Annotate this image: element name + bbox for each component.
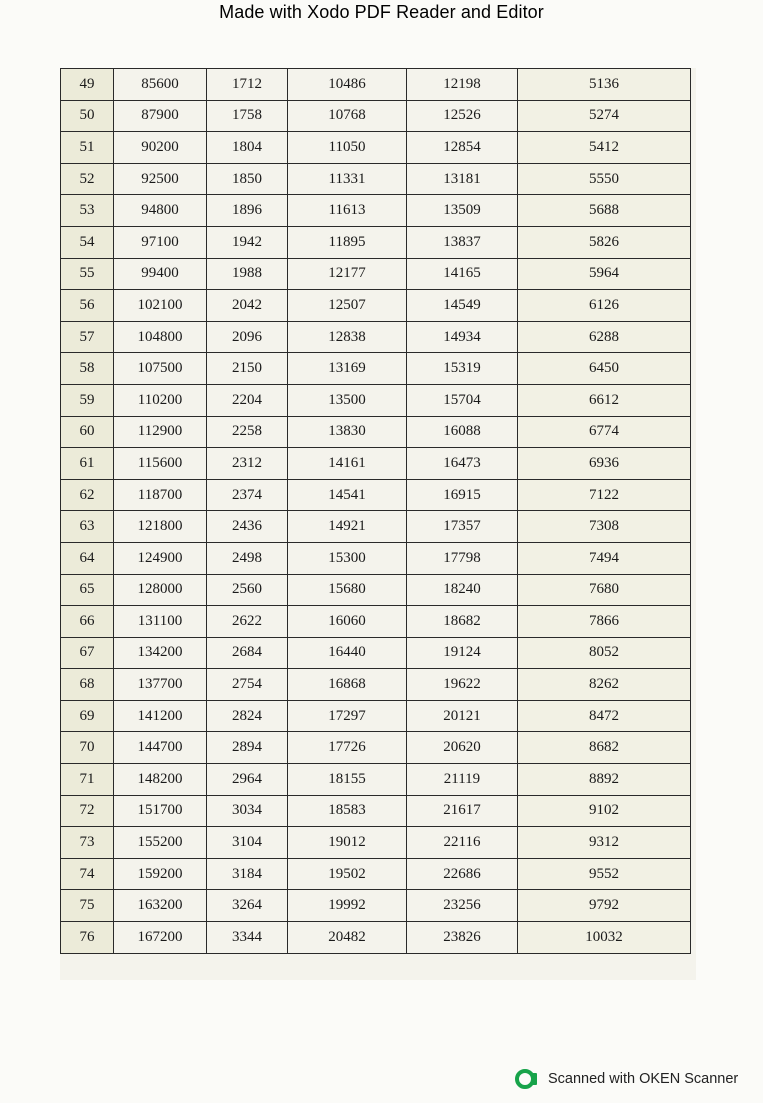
table-cell: 23826 bbox=[407, 922, 518, 954]
row-number-cell: 56 bbox=[61, 290, 114, 322]
table-cell: 18155 bbox=[288, 764, 407, 796]
table-cell: 12526 bbox=[407, 100, 518, 132]
table-row bbox=[61, 100, 691, 132]
table-cell: 8052 bbox=[518, 637, 691, 669]
table-cell: 15704 bbox=[407, 384, 518, 416]
table-row bbox=[61, 69, 691, 101]
row-number-cell: 66 bbox=[61, 606, 114, 638]
row-number-cell: 67 bbox=[61, 637, 114, 669]
row-number-cell: 75 bbox=[61, 890, 114, 922]
table-cell: 124900 bbox=[114, 542, 207, 574]
table-cell: 2312 bbox=[207, 448, 288, 480]
table-cell: 19502 bbox=[288, 858, 407, 890]
table-cell: 8472 bbox=[518, 700, 691, 732]
table-row bbox=[61, 163, 691, 195]
table-cell: 3264 bbox=[207, 890, 288, 922]
table-cell: 3104 bbox=[207, 827, 288, 859]
table-cell: 97100 bbox=[114, 226, 207, 258]
table-cell: 8262 bbox=[518, 669, 691, 701]
table-cell: 9552 bbox=[518, 858, 691, 890]
table-cell: 9102 bbox=[518, 795, 691, 827]
table-cell: 5964 bbox=[518, 258, 691, 290]
table-cell: 12507 bbox=[288, 290, 407, 322]
table-cell: 11895 bbox=[288, 226, 407, 258]
table-cell: 21617 bbox=[407, 795, 518, 827]
table-row bbox=[61, 669, 691, 701]
scanned-page bbox=[60, 68, 696, 980]
row-number-cell: 61 bbox=[61, 448, 114, 480]
table-cell: 12177 bbox=[288, 258, 407, 290]
row-number-cell: 51 bbox=[61, 132, 114, 164]
table-cell: 18583 bbox=[288, 795, 407, 827]
table-cell: 19992 bbox=[288, 890, 407, 922]
table-row bbox=[61, 195, 691, 227]
table-cell: 7122 bbox=[518, 479, 691, 511]
table-cell: 110200 bbox=[114, 384, 207, 416]
table-cell: 2824 bbox=[207, 700, 288, 732]
scanner-footer-text: Scanned with OKEN Scanner bbox=[548, 1071, 739, 1087]
table-cell: 102100 bbox=[114, 290, 207, 322]
table-cell: 15680 bbox=[288, 574, 407, 606]
table-cell: 10032 bbox=[518, 922, 691, 954]
table-cell: 6936 bbox=[518, 448, 691, 480]
table-cell: 112900 bbox=[114, 416, 207, 448]
table-row bbox=[61, 479, 691, 511]
table-cell: 131100 bbox=[114, 606, 207, 638]
data-table bbox=[60, 68, 691, 954]
row-number-cell: 55 bbox=[61, 258, 114, 290]
table-cell: 19622 bbox=[407, 669, 518, 701]
table-cell: 6450 bbox=[518, 353, 691, 385]
table-cell: 2096 bbox=[207, 321, 288, 353]
table-cell: 12854 bbox=[407, 132, 518, 164]
table-cell: 2754 bbox=[207, 669, 288, 701]
table-cell: 13830 bbox=[288, 416, 407, 448]
table-cell: 3184 bbox=[207, 858, 288, 890]
table-cell: 107500 bbox=[114, 353, 207, 385]
table-cell: 151700 bbox=[114, 795, 207, 827]
table-cell: 5136 bbox=[518, 69, 691, 101]
table-cell: 11331 bbox=[288, 163, 407, 195]
table-cell: 6774 bbox=[518, 416, 691, 448]
table-cell: 14934 bbox=[407, 321, 518, 353]
table-row bbox=[61, 542, 691, 574]
table-cell: 13169 bbox=[288, 353, 407, 385]
table-cell: 6288 bbox=[518, 321, 691, 353]
table-row bbox=[61, 448, 691, 480]
table-cell: 20121 bbox=[407, 700, 518, 732]
table-cell: 7494 bbox=[518, 542, 691, 574]
table-cell: 13500 bbox=[288, 384, 407, 416]
table-cell: 9792 bbox=[518, 890, 691, 922]
table-cell: 3034 bbox=[207, 795, 288, 827]
table-cell: 90200 bbox=[114, 132, 207, 164]
row-number-cell: 49 bbox=[61, 69, 114, 101]
row-number-cell: 72 bbox=[61, 795, 114, 827]
table-cell: 23256 bbox=[407, 890, 518, 922]
table-cell: 16440 bbox=[288, 637, 407, 669]
table-row bbox=[61, 732, 691, 764]
table-cell: 17726 bbox=[288, 732, 407, 764]
table-cell: 16088 bbox=[407, 416, 518, 448]
table-cell: 7680 bbox=[518, 574, 691, 606]
row-number-cell: 73 bbox=[61, 827, 114, 859]
table-cell: 3344 bbox=[207, 922, 288, 954]
table-row bbox=[61, 226, 691, 258]
table-cell: 19124 bbox=[407, 637, 518, 669]
row-number-cell: 63 bbox=[61, 511, 114, 543]
table-body bbox=[61, 69, 691, 954]
table-cell: 17798 bbox=[407, 542, 518, 574]
table-cell: 148200 bbox=[114, 764, 207, 796]
table-cell: 155200 bbox=[114, 827, 207, 859]
table-cell: 16915 bbox=[407, 479, 518, 511]
table-cell: 159200 bbox=[114, 858, 207, 890]
table-cell: 94800 bbox=[114, 195, 207, 227]
table-row bbox=[61, 827, 691, 859]
table-cell: 17297 bbox=[288, 700, 407, 732]
row-number-cell: 69 bbox=[61, 700, 114, 732]
table-cell: 20482 bbox=[288, 922, 407, 954]
table-row bbox=[61, 258, 691, 290]
row-number-cell: 57 bbox=[61, 321, 114, 353]
table-cell: 5550 bbox=[518, 163, 691, 195]
table-row bbox=[61, 700, 691, 732]
table-row bbox=[61, 764, 691, 796]
table-cell: 7866 bbox=[518, 606, 691, 638]
row-number-cell: 68 bbox=[61, 669, 114, 701]
table-cell: 10768 bbox=[288, 100, 407, 132]
table-cell: 2498 bbox=[207, 542, 288, 574]
table-cell: 115600 bbox=[114, 448, 207, 480]
row-number-cell: 65 bbox=[61, 574, 114, 606]
table-row bbox=[61, 890, 691, 922]
table-cell: 2964 bbox=[207, 764, 288, 796]
table-cell: 16473 bbox=[407, 448, 518, 480]
table-cell: 19012 bbox=[288, 827, 407, 859]
table-cell: 163200 bbox=[114, 890, 207, 922]
row-number-cell: 71 bbox=[61, 764, 114, 796]
table-cell: 12198 bbox=[407, 69, 518, 101]
table-cell: 2150 bbox=[207, 353, 288, 385]
table-cell: 1988 bbox=[207, 258, 288, 290]
table-row bbox=[61, 637, 691, 669]
table-cell: 121800 bbox=[114, 511, 207, 543]
table-row bbox=[61, 606, 691, 638]
table-cell: 22116 bbox=[407, 827, 518, 859]
table-cell: 118700 bbox=[114, 479, 207, 511]
table-cell: 2684 bbox=[207, 637, 288, 669]
scanner-footer bbox=[514, 1068, 738, 1090]
table-cell: 14541 bbox=[288, 479, 407, 511]
table-cell: 104800 bbox=[114, 321, 207, 353]
table-cell: 9312 bbox=[518, 827, 691, 859]
table-cell: 137700 bbox=[114, 669, 207, 701]
table-cell: 12838 bbox=[288, 321, 407, 353]
table-cell: 1850 bbox=[207, 163, 288, 195]
table-cell: 2042 bbox=[207, 290, 288, 322]
table-cell: 14165 bbox=[407, 258, 518, 290]
table-cell: 7308 bbox=[518, 511, 691, 543]
table-cell: 15319 bbox=[407, 353, 518, 385]
table-cell: 2374 bbox=[207, 479, 288, 511]
row-number-cell: 74 bbox=[61, 858, 114, 890]
xodo-watermark-banner: Made with Xodo PDF Reader and Editor bbox=[219, 2, 544, 22]
table-cell: 13837 bbox=[407, 226, 518, 258]
table-cell: 5688 bbox=[518, 195, 691, 227]
table-cell: 16060 bbox=[288, 606, 407, 638]
table-row bbox=[61, 574, 691, 606]
table-cell: 85600 bbox=[114, 69, 207, 101]
table-row bbox=[61, 922, 691, 954]
table-cell: 17357 bbox=[407, 511, 518, 543]
row-number-cell: 52 bbox=[61, 163, 114, 195]
row-number-cell: 54 bbox=[61, 226, 114, 258]
table-cell: 11050 bbox=[288, 132, 407, 164]
oken-scanner-logo-icon bbox=[514, 1068, 540, 1090]
table-row bbox=[61, 321, 691, 353]
table-cell: 5826 bbox=[518, 226, 691, 258]
table-cell: 8682 bbox=[518, 732, 691, 764]
table-cell: 20620 bbox=[407, 732, 518, 764]
table-cell: 14161 bbox=[288, 448, 407, 480]
table-cell: 2622 bbox=[207, 606, 288, 638]
table-cell: 1896 bbox=[207, 195, 288, 227]
table-cell: 15300 bbox=[288, 542, 407, 574]
table-row bbox=[61, 795, 691, 827]
row-number-cell: 76 bbox=[61, 922, 114, 954]
table-row bbox=[61, 132, 691, 164]
table-cell: 6126 bbox=[518, 290, 691, 322]
table-cell: 11613 bbox=[288, 195, 407, 227]
table-row bbox=[61, 384, 691, 416]
table-cell: 87900 bbox=[114, 100, 207, 132]
table-cell: 21119 bbox=[407, 764, 518, 796]
row-number-cell: 53 bbox=[61, 195, 114, 227]
table-cell: 13509 bbox=[407, 195, 518, 227]
table-cell: 2560 bbox=[207, 574, 288, 606]
table-row bbox=[61, 290, 691, 322]
row-number-cell: 62 bbox=[61, 479, 114, 511]
table-cell: 13181 bbox=[407, 163, 518, 195]
table-cell: 18682 bbox=[407, 606, 518, 638]
row-number-cell: 50 bbox=[61, 100, 114, 132]
table-cell: 1804 bbox=[207, 132, 288, 164]
table-cell: 167200 bbox=[114, 922, 207, 954]
table-cell: 5274 bbox=[518, 100, 691, 132]
table-cell: 6612 bbox=[518, 384, 691, 416]
table-cell: 1942 bbox=[207, 226, 288, 258]
table-cell: 2204 bbox=[207, 384, 288, 416]
table-row bbox=[61, 511, 691, 543]
table-cell: 2894 bbox=[207, 732, 288, 764]
table-cell: 16868 bbox=[288, 669, 407, 701]
table-cell: 2436 bbox=[207, 511, 288, 543]
row-number-cell: 59 bbox=[61, 384, 114, 416]
table-row bbox=[61, 858, 691, 890]
row-number-cell: 60 bbox=[61, 416, 114, 448]
table-cell: 144700 bbox=[114, 732, 207, 764]
row-number-cell: 58 bbox=[61, 353, 114, 385]
table-cell: 14921 bbox=[288, 511, 407, 543]
table-row bbox=[61, 353, 691, 385]
table-cell: 99400 bbox=[114, 258, 207, 290]
table-cell: 128000 bbox=[114, 574, 207, 606]
table-cell: 18240 bbox=[407, 574, 518, 606]
row-number-cell: 70 bbox=[61, 732, 114, 764]
table-cell: 92500 bbox=[114, 163, 207, 195]
table-row bbox=[61, 416, 691, 448]
table-cell: 134200 bbox=[114, 637, 207, 669]
table-cell: 141200 bbox=[114, 700, 207, 732]
table-cell: 1758 bbox=[207, 100, 288, 132]
table-cell: 5412 bbox=[518, 132, 691, 164]
table-cell: 1712 bbox=[207, 69, 288, 101]
row-number-cell: 64 bbox=[61, 542, 114, 574]
table-cell: 2258 bbox=[207, 416, 288, 448]
table-cell: 8892 bbox=[518, 764, 691, 796]
table-cell: 10486 bbox=[288, 69, 407, 101]
table-cell: 14549 bbox=[407, 290, 518, 322]
table-cell: 22686 bbox=[407, 858, 518, 890]
